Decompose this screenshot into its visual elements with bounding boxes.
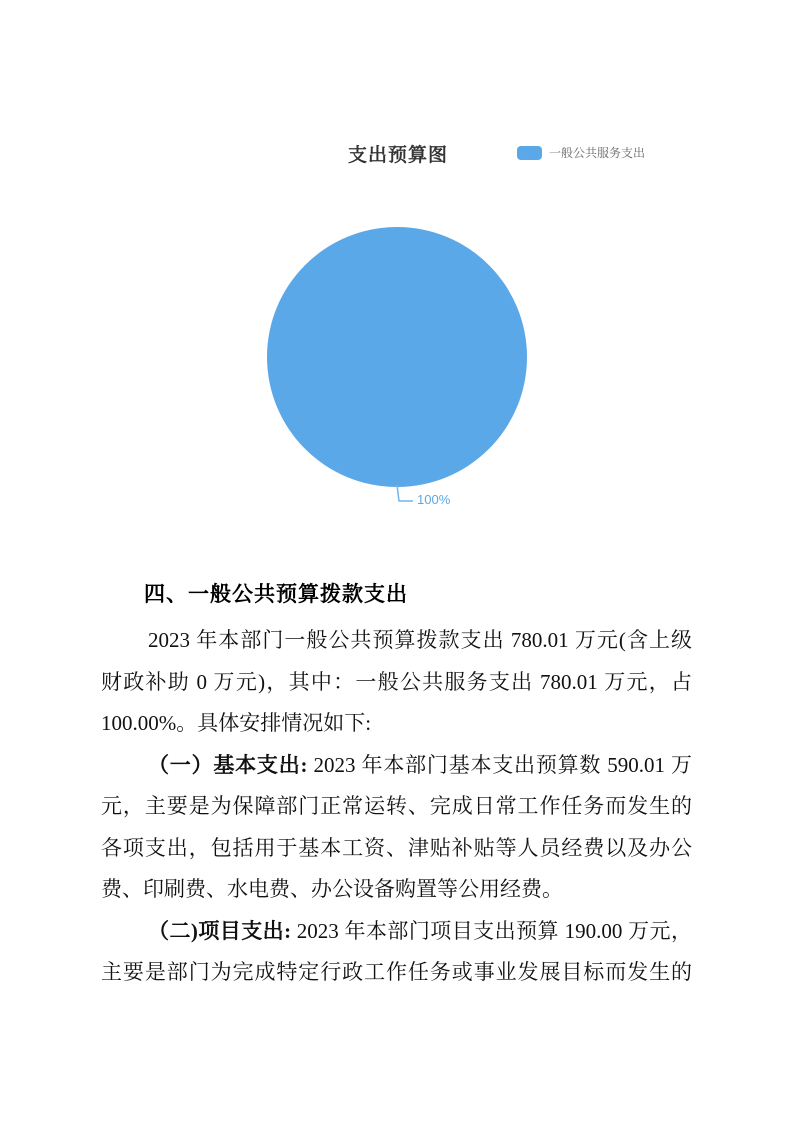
bold-run: （二)项目支出: xyxy=(148,918,292,943)
paragraph xyxy=(101,620,692,745)
legend-label[interactable]: 一般公共服务支出 xyxy=(549,146,646,160)
text-line xyxy=(101,703,692,745)
text-line xyxy=(101,620,692,662)
pie-slice-general-public-services[interactable] xyxy=(267,227,527,487)
pie-label-leader-line xyxy=(390,478,420,506)
text-line xyxy=(101,869,692,911)
text-run: 100.00%。具体安排情况如下: xyxy=(101,711,372,735)
bold-run: （一）基本支出: xyxy=(148,752,308,777)
section-heading: 四、一般公共预算拨款支出 xyxy=(144,583,408,606)
legend-swatch-icon[interactable] xyxy=(517,146,542,160)
text-line xyxy=(101,911,692,953)
text-run: 2023 年本部门基本支出预算数 590.01 万 xyxy=(307,752,692,777)
text-line xyxy=(101,828,692,870)
text-run: 各项支出，包括用于基本工资、津贴补贴等人员经费以及办公 xyxy=(101,835,692,860)
text-run: 2023 年本部门一般公共预算拨款支出 780.01 万元(含上级 xyxy=(148,628,692,652)
paragraph xyxy=(101,745,692,911)
text-line xyxy=(101,952,692,994)
budget-expenditure-section xyxy=(101,581,692,994)
chart-title: 支出预算图 xyxy=(347,145,449,166)
text-line xyxy=(101,786,692,828)
text-line xyxy=(101,662,692,704)
text-run: 费、印刷费、水电费、办公设备购置等公用经费。 xyxy=(101,877,563,901)
text-run: 财政补助 0 万元)，其中：一般公共服务支出 780.01 万元，占 xyxy=(101,669,692,694)
text-run: 2023 年本部门项目支出预算 190.00 万元， xyxy=(291,918,692,943)
chart-legend-item[interactable] xyxy=(517,144,645,161)
text-line xyxy=(101,745,692,787)
pie-percent-label: 100% xyxy=(417,492,451,507)
text-run: 元，主要是为保障部门正常运转、完成日常工作任务而发生的 xyxy=(101,794,692,818)
paragraphs-container xyxy=(101,620,692,994)
text-run: 主要是部门为完成特定行政工作任务或事业发展目标而发生的 xyxy=(101,960,692,984)
paragraph xyxy=(101,911,692,994)
